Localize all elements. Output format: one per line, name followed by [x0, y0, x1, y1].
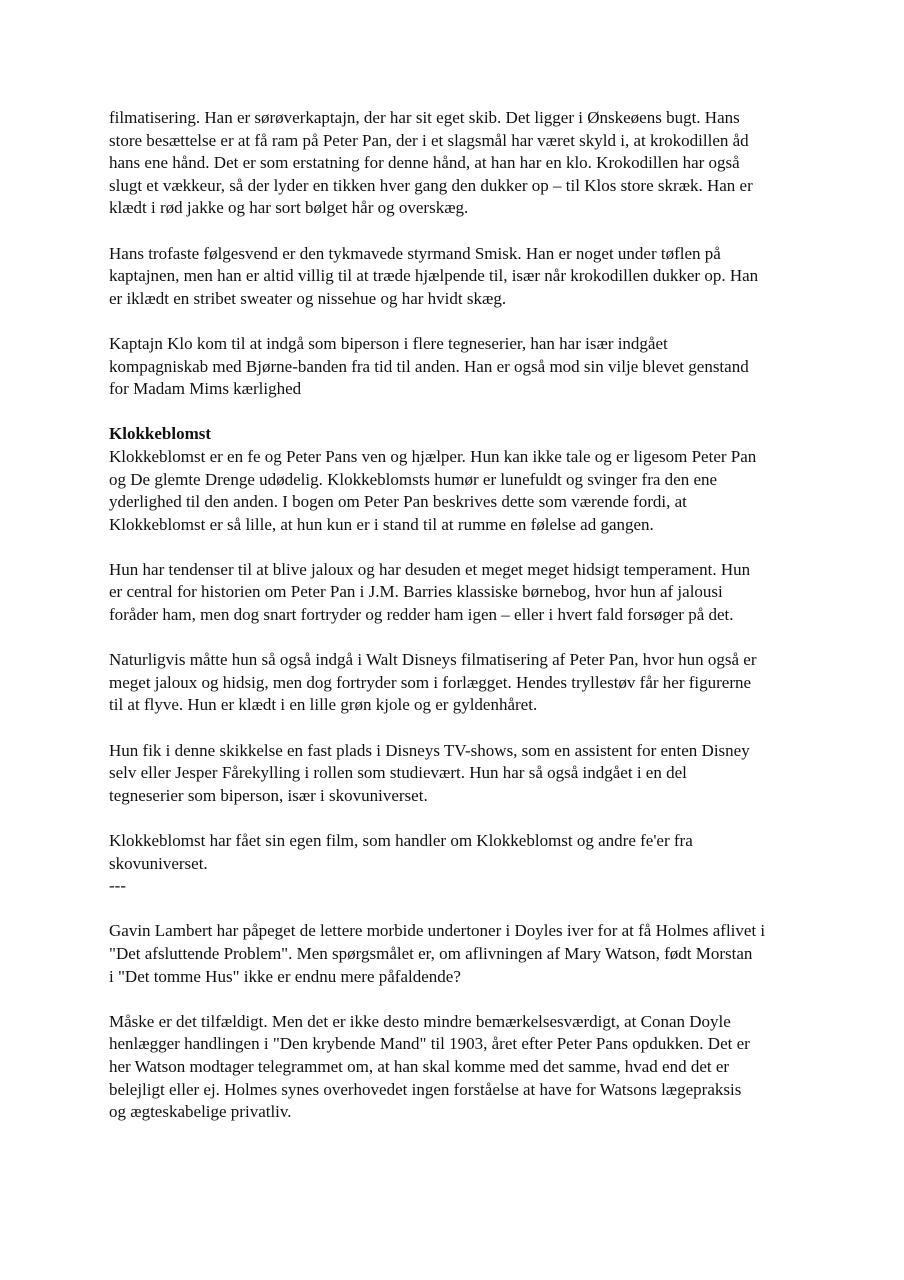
text-line: Klokkeblomst har fået sin egen film, som handler om Klokkeblomst og andre fe'er fra	[109, 831, 693, 850]
text-line: klædt i rød jakke og har sort bølget hår og overskæg.	[109, 198, 469, 218]
text-line: for Madam Mims kærlighed	[109, 379, 302, 399]
text-line: foråder ham, men dog snart fortryder og redder ham igen – eller i hvert fald forsøger på det.	[109, 605, 734, 625]
text-line: i "Det tomme Hus" ikke er endnu mere påfaldende?	[109, 966, 461, 986]
text-line: henlægger handlingen i "Den krybende Mand" til 1903, året efter Peter Pans opdukken. Det er	[109, 1034, 750, 1054]
text-line: Hun fik i denne skikkelse en fast plads i Disneys TV-shows, som en assistent for enten Disney	[109, 740, 750, 760]
text-line: kaptajnen, men han er altid villig til at træde hjælpende til, især når krokodillen dukker op. Han	[109, 266, 759, 286]
section-klokkeblomst	[109, 423, 809, 536]
text-line: store besættelse er at få ram på Peter Pan, der i et slagsmål har været skyld i, at krokodillen åd	[109, 130, 749, 150]
paragraph-kaptajn-klo-tegneserier	[109, 333, 809, 401]
text-line: Klokkeblomst er en fe og Peter Pans ven og hjælper. Hun kan ikke tale og er ligesom Peter Pan	[109, 446, 757, 466]
paragraph-kaptajn-klo-intro	[109, 107, 809, 220]
text-line: yderlighed til den anden. I bogen om Peter Pan beskrives dette som værende fordi, at	[109, 492, 687, 512]
paragraph-klokkeblomst-tv	[109, 740, 809, 808]
text-line: Hun har tendenser til at blive jaloux og har desuden et meget meget hidsigt temperament. Hun	[109, 559, 751, 579]
text-line: Måske er det tilfældigt. Men det er ikke desto mindre bemærkelsesværdigt, at Conan Doyle	[109, 1011, 731, 1031]
text-line: selv eller Jesper Fårekylling i rollen som studievært. Hun har så også indgået i en del	[109, 763, 687, 783]
text-line: Kaptajn Klo kom til at indgå som biperson i flere tegneserier, han har især indgået	[109, 333, 668, 353]
paragraph-smisk	[109, 243, 809, 311]
paragraph-gavin-lambert	[109, 920, 809, 988]
document-page	[109, 107, 809, 1146]
text-line: "Det afsluttende Problem". Men spørgsmålet er, om aflivningen af Mary Watson, født Morstan	[109, 943, 753, 963]
text-line: meget jaloux og hidsig, men dog fortryder som i forlægget. Hendes tryllestøv får her figurerne	[109, 672, 752, 692]
text-line: og De glemte Drenge udødelig. Klokkeblomsts humør er lunefuldt og svinger fra den ene	[109, 469, 718, 489]
text-line: kompagniskab med Bjørne-banden fra tid til anden. Han er også mod sin vilje blevet genstand	[109, 356, 749, 376]
text-line: belejligt eller ej. Holmes synes overhovedet ingen forståelse at have for Watsons lægepraksis	[109, 1079, 742, 1099]
text-line: Hans trofaste følgesvend er den tykmavede styrmand Smisk. Han er noget under tøflen på	[109, 243, 721, 263]
paragraph-conan-doyle	[109, 1011, 809, 1124]
paragraph-klokkeblomst-temperament	[109, 559, 809, 627]
text-line: Klokkeblomst er så lille, at hun kun er i stand til at rumme en følelse ad gangen.	[109, 514, 654, 534]
text-line: her Watson modtager telegrammet om, at han skal komme med det samme, hvad end det er	[109, 1056, 730, 1076]
text-line: tegneserier som biperson, især i skovuniverset.	[109, 785, 428, 805]
text-line: filmatisering. Han er sørøverkaptajn, der har sit eget skib. Det ligger i Ønskeøens bugt. Hans	[109, 108, 740, 127]
text-line: Gavin Lambert har påpeget de lettere morbide undertoner i Doyles iver for at få Holmes aflivet i	[109, 921, 766, 941]
text-line: skovuniverset.	[109, 853, 208, 873]
text-line: Naturligvis måtte hun så også indgå i Walt Disneys filmatisering af Peter Pan, hvor hun også er	[109, 650, 757, 670]
paragraph-klokkeblomst-disney	[109, 649, 809, 717]
text-line: hans ene hånd. Det er som erstatning for denne hånd, at han har en klo. Krokodillen har også	[109, 153, 740, 173]
paragraph-klokkeblomst-film	[109, 830, 809, 898]
text-line: slugt et vækkeur, så der lyder en tikken hver gang den dukker op – til Klos store skræk. Han er	[109, 175, 753, 195]
text-line: og ægteskabelige privatliv.	[109, 1102, 292, 1122]
text-line: er central for historien om Peter Pan i J.M. Barries klassiske børnebog, hvor hun af jalousi	[109, 582, 723, 602]
text-line: er iklædt en stribet sweater og nissehue og har hvidt skæg.	[109, 288, 507, 308]
section-heading: Klokkeblomst	[109, 424, 212, 444]
text-line: til at flyve. Hun er klædt i en lille grøn kjole og er gyldenhåret.	[109, 695, 538, 715]
section-separator: ---	[109, 876, 126, 896]
